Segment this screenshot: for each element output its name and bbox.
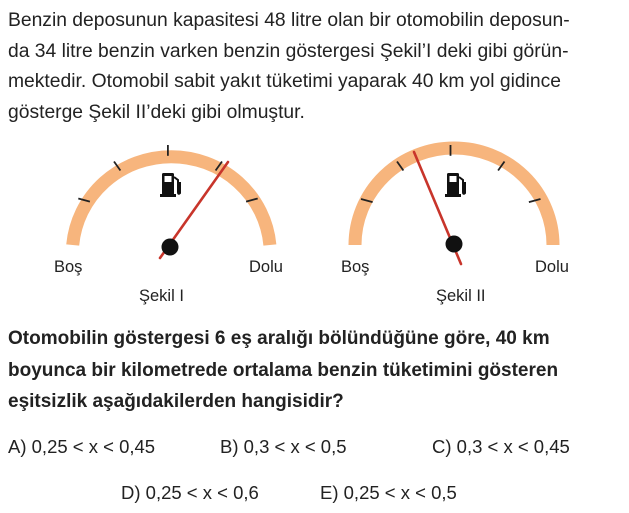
gauge-2-full-label: Dolu [535, 258, 569, 276]
option-d[interactable]: D) 0,25 < x < 0,6 [121, 482, 259, 503]
gauge-arc [73, 157, 270, 245]
fuel-pump-icon [445, 173, 465, 197]
fuel-pump-icon [160, 173, 180, 197]
gauge-2 [355, 145, 553, 264]
problem-line: gösterge Şekil II’deki gibi olmuştur. [8, 101, 305, 123]
problem-line: da 34 litre benzin varken benzin göstergesi Şekil’I deki gibi görün- [8, 40, 569, 62]
option-e[interactable]: E) 0,25 < x < 0,5 [320, 482, 457, 503]
gauge-2-empty-label: Boş [341, 258, 370, 276]
question-text [8, 323, 624, 418]
gauge-1 [73, 145, 270, 258]
question-line: eşitsizlik aşağıdakilerden hangisidir? [8, 391, 344, 412]
figure-1-caption: Şekil I [139, 287, 184, 305]
option-a[interactable]: A) 0,25 < x < 0,45 [8, 436, 156, 457]
fuel-gauges-figure [0, 140, 629, 310]
gauge-hub [162, 239, 179, 256]
problem-line: Benzin deposunun kapasitesi 48 litre olan bir otomobilin deposun- [8, 10, 570, 31]
question-line: boyunca bir kilometrede ortalama benzin tüketimini gösteren [8, 359, 559, 381]
gauge-hub [446, 236, 463, 253]
option-c[interactable]: C) 0,3 < x < 0,45 [432, 436, 570, 457]
problem-line: mektedir. Otomobil sabit yakıt tüketimi yaparak 40 km yol gidince [8, 71, 561, 92]
question-line: Otomobilin göstergesi 6 eş aralığı bölündüğüne göre, 40 km [8, 328, 550, 349]
gauge-1-empty-label: Boş [54, 258, 83, 276]
problem-text [8, 6, 624, 128]
option-b[interactable]: B) 0,3 < x < 0,5 [220, 436, 347, 457]
figure-2-caption: Şekil II [436, 287, 486, 305]
gauge-1-full-label: Dolu [249, 258, 283, 276]
